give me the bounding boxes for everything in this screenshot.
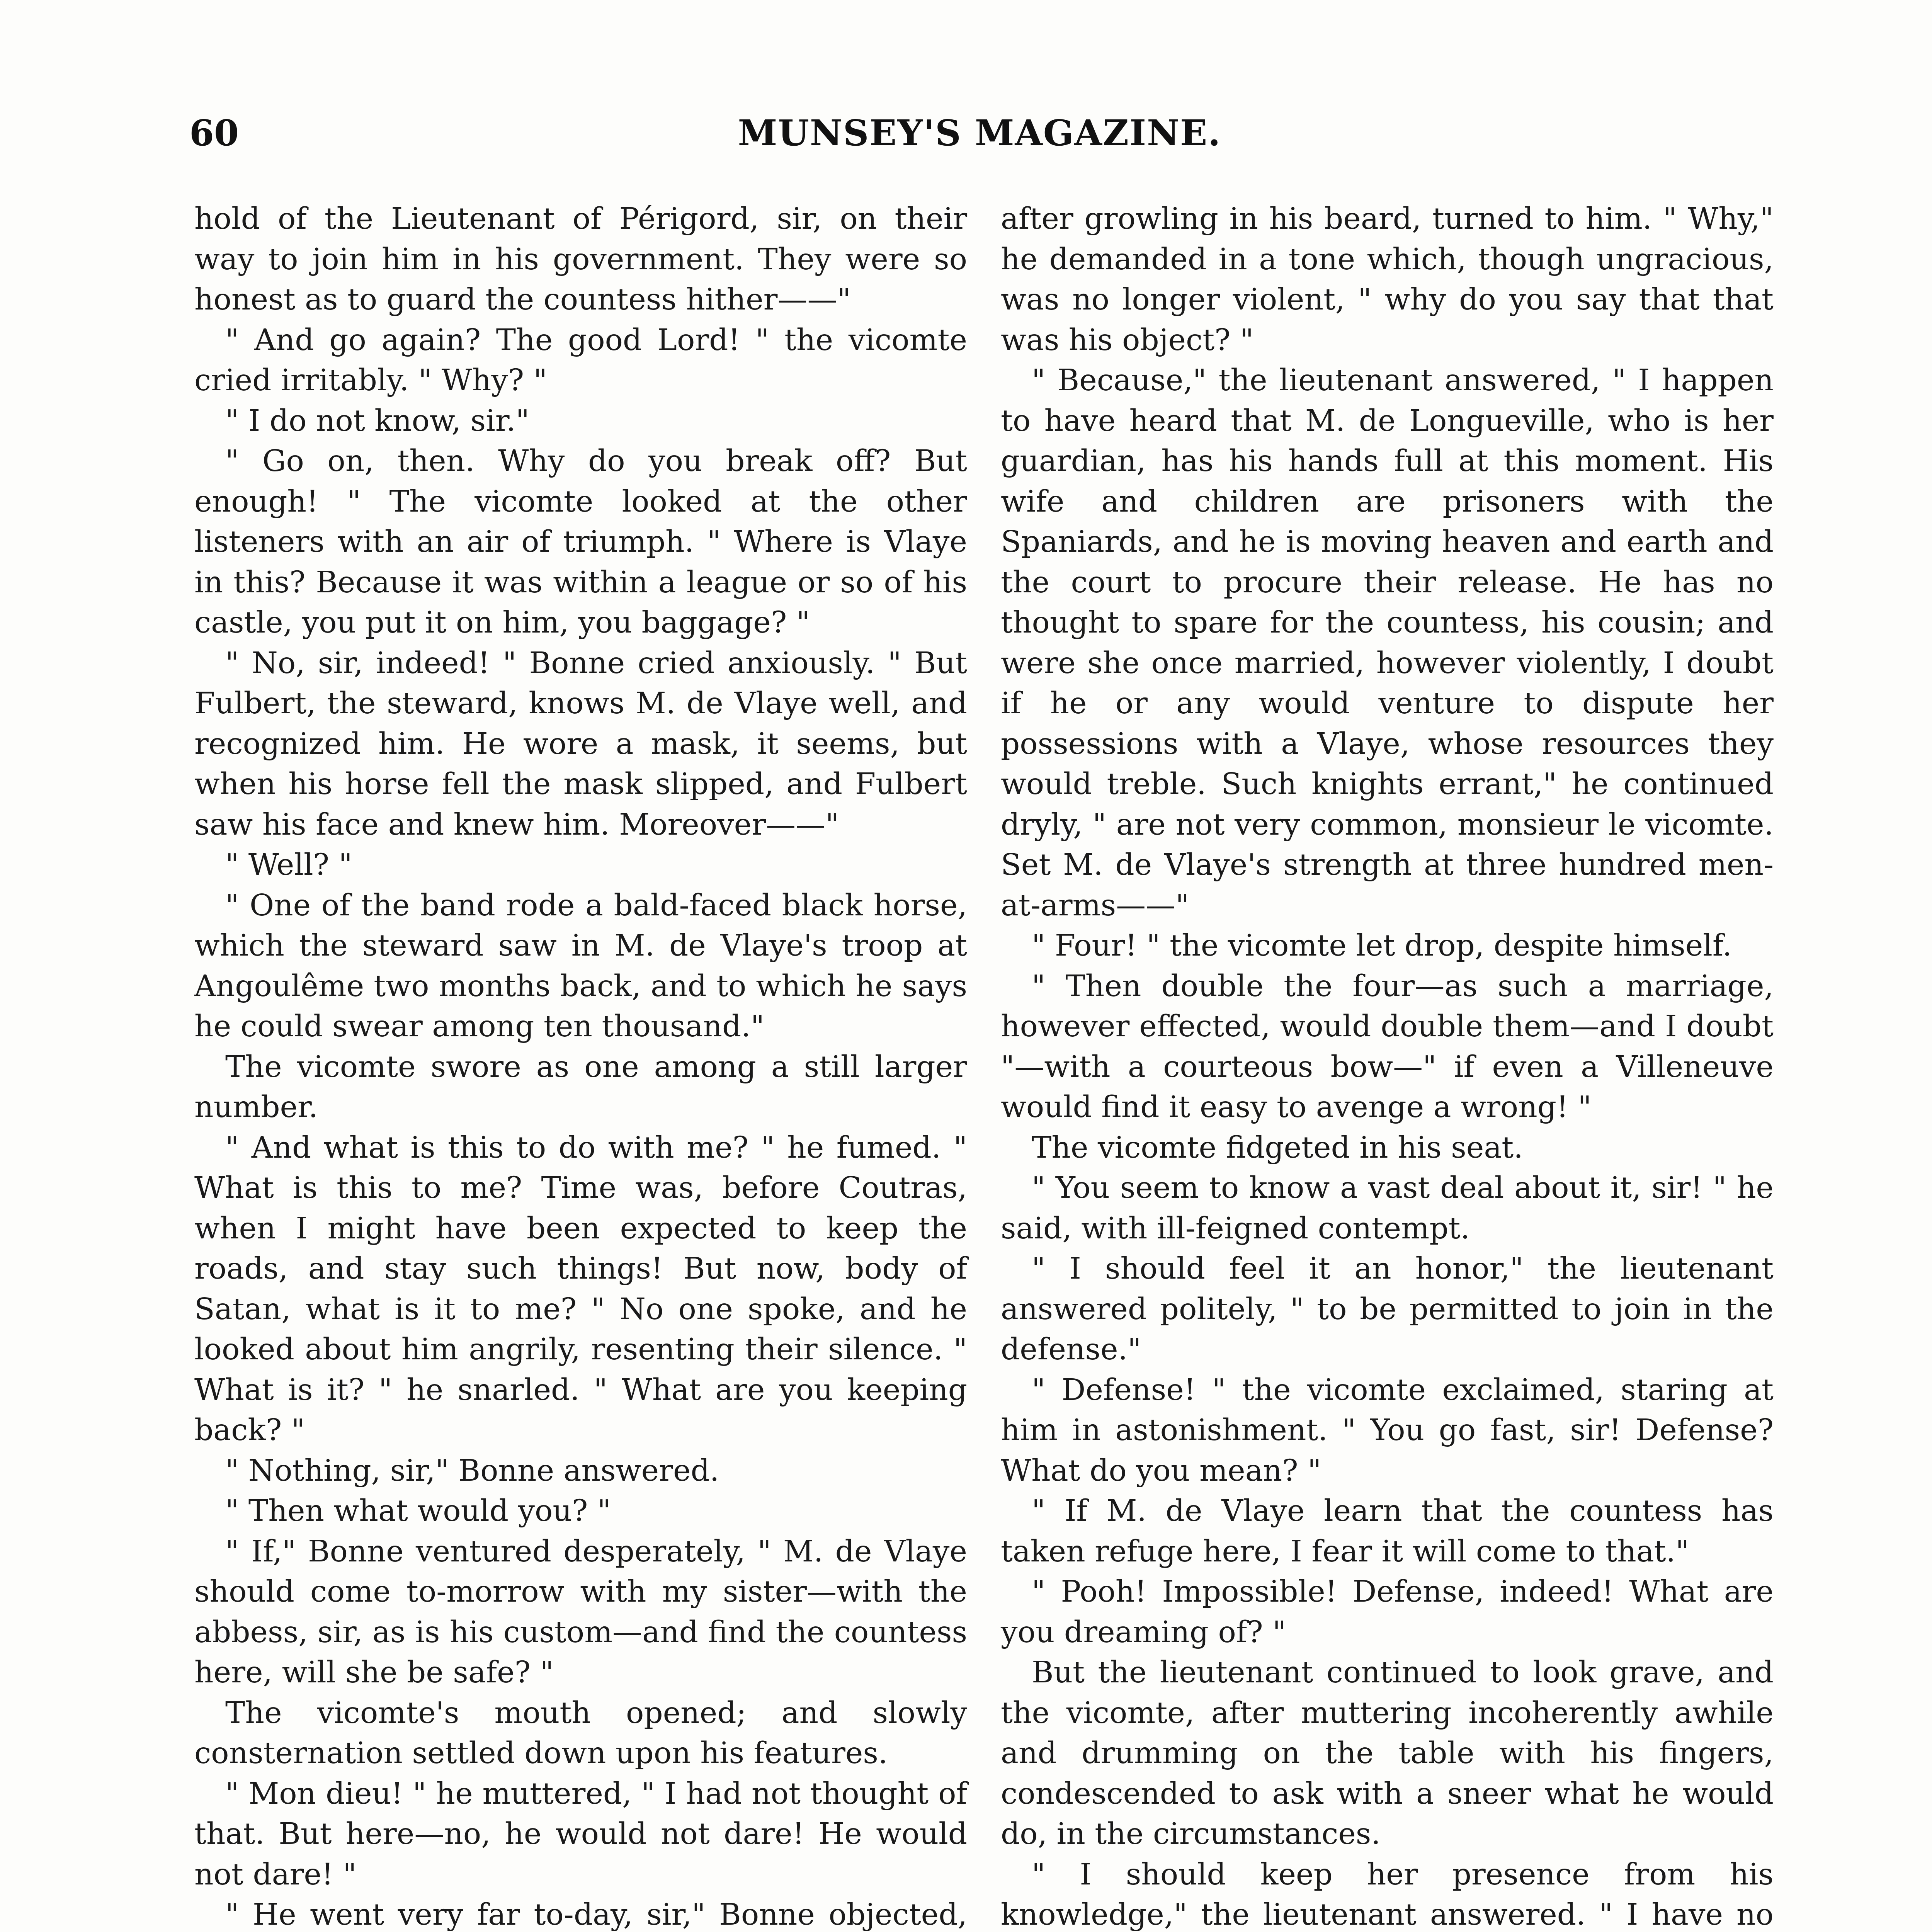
paragraph: The vicomte fidgeted in his seat. — [1032, 1130, 1523, 1165]
paragraph: " Nothing, sir," Bonne answered. — [225, 1453, 719, 1488]
paragraph: " No, sir, indeed! " Bonne cried anxiously. " But Fulbert, the steward, knows M. de Vlaye well, and recognized him. He wore a mask, it seems, but when his horse fell the mask slipped, and Fulbert saw his face and knew him. Moreover——" — [194, 646, 967, 842]
paragraph: hold of the Lieutenant of Périgord, sir, on their way to join him in his government. They were so honest as to guard the countess hither——" — [194, 202, 967, 317]
page-header — [189, 108, 1770, 170]
paragraph: " You seem to know a vast deal about it, sir! " he said, with ill-feigned contempt. — [1001, 1171, 1774, 1246]
paragraph: " Then double the four—as such a marriage, however effected, would double them—and I doubt "—with a courteous bow—" if even a Villeneuve would find it easy to avenge a wrong! " — [1001, 969, 1774, 1124]
paragraph: " Four! " the vicomte let drop, despite himself. — [1032, 929, 1732, 963]
paragraph: " And go again? The good Lord! " the vicomte cried irritably. " Why? " — [194, 323, 967, 398]
paragraph: " Defense! " the vicomte exclaimed, staring at him in astonishment. " You go fast, sir! Defense? What do you mean? " — [1001, 1372, 1774, 1488]
page-number: 60 — [189, 112, 239, 154]
paragraph: The vicomte swore as one among a still larger number. — [194, 1049, 967, 1124]
paragraph: " I should keep her presence from his knowledge," the lieutenant answered. " I have no — [1001, 1857, 1774, 1932]
right-text-column — [1001, 199, 1774, 1932]
running-title: MUNSEY'S MAGAZINE. — [738, 112, 1221, 154]
paragraph: " He went very far to-day, sir," Bonne objected, — [225, 1898, 967, 1932]
paragraph: " If M. de Vlaye learn that the countess has taken refuge here, I fear it will come to that." — [1001, 1494, 1774, 1569]
paragraph: " Go on, then. Why do you break off? But enough! " The vicomte looked at the other listeners with an air of triumph. " Where is Vlaye in this? Because it was within a league or so of his castle, you put it on him, you baggage? " — [194, 444, 967, 640]
paragraph: " Mon dieu! " he muttered, " I had not thought of that. But here—no, he would not dare! He would not dare! " — [194, 1776, 967, 1892]
paragraph: But the lieutenant continued to look grave, and the vicomte, after muttering incoherently awhile and drumming on the table with his fingers, condescended to ask with a sneer what he would do, in the circumstances. — [1001, 1655, 1774, 1851]
left-text-column — [194, 199, 967, 1932]
paragraph: The vicomte's mouth opened; and slowly consternation settled down upon his features. — [194, 1696, 967, 1770]
paragraph: " I should feel it an honor," the lieutenant answered politely, " to be permitted to join in the defense." — [1001, 1252, 1774, 1367]
paragraph: " And what is this to do with me? " he fumed. " What is this to me? Time was, before Coutras, when I might have been expected to keep the roads, and stay such things! But now, body of Satan, what is it to me? " No one spoke, and he looked about him angrily, resenting their silence. " What is it? " he snarled. " What are you keeping back? " — [194, 1130, 967, 1447]
paragraph: " I do not know, sir." — [225, 403, 529, 438]
paragraph: after growling in his beard, turned to him. " Why," he demanded in a tone which, though ungracious, was no longer violent, " why do you say that that was his object? " — [1001, 202, 1774, 357]
paragraph: " One of the band rode a bald-faced black horse, which the steward saw in M. de Vlaye's troop at Angoulême two months back, and to which he says he could swear among ten thousand." — [194, 888, 967, 1044]
paragraph: " Because," the lieutenant answered, " I happen to have heard that M. de Longueville, who is her guardian, has his hands full at this moment. His wife and children are prisoners with the Spaniards, and he is moving heaven and earth and the court to procure their release. He has no thought to spare for the countess, his cousin; and were she once married, however violently, I doubt if he or any would venture to dispute her possessions with a Vlaye, whose resources they would treble. Such knights errant," he continued dryly, " are not very common, monsieur le vicomte. Set M. de Vlaye's strength at three hundred men-at-arms——" — [1001, 363, 1774, 923]
paragraph: " Well? " — [225, 848, 352, 882]
paragraph: " Pooh! Impossible! Defense, indeed! What are you dreaming of? " — [1001, 1575, 1774, 1650]
paragraph: " Then what would you? " — [225, 1494, 611, 1528]
paragraph: " If," Bonne ventured desperately, " M. de Vlaye should come to-morrow with my sister—with the abbess, sir, as is his custom—and find the countess here, will she be safe? " — [194, 1534, 967, 1690]
